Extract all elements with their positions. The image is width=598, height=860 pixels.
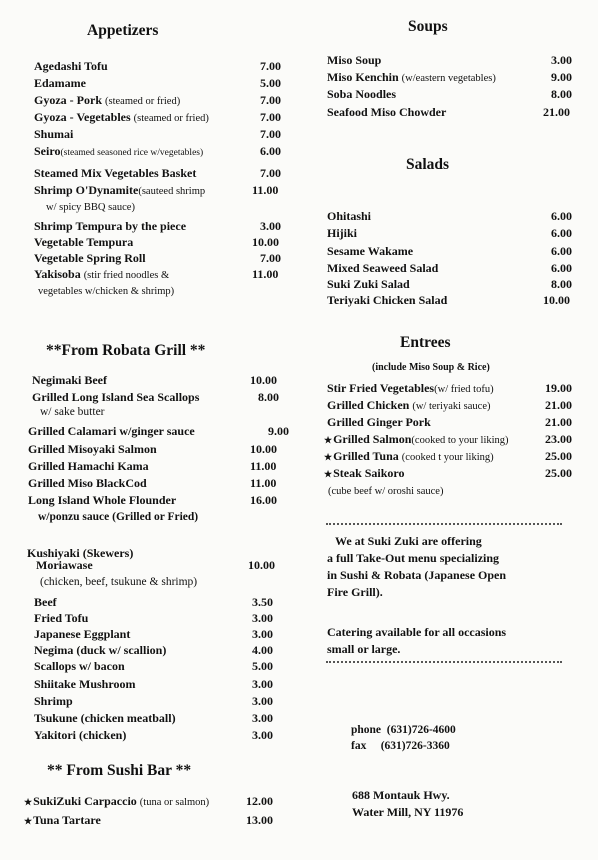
menu-item [34, 75, 284, 92]
menu-item [34, 710, 284, 727]
item-price: 16.00 [250, 493, 277, 507]
menu-item [34, 92, 284, 109]
phone-label: phone [351, 724, 382, 736]
takeout-line: Fire Grill). [327, 585, 383, 599]
item-price: 3.00 [252, 611, 273, 625]
takeout-notice [327, 533, 577, 601]
menu-item [36, 557, 286, 574]
star-icon: ★ [324, 469, 333, 479]
item-price: 7.00 [260, 59, 281, 73]
item-name: Sesame Wakame [327, 244, 414, 258]
item-note: (w/ fried tofu) [434, 384, 494, 395]
item-price: 11.00 [250, 476, 277, 490]
item-price: 10.00 [543, 293, 570, 307]
item-name: Teriyaki Chicken Salad [327, 293, 448, 307]
item-name: Vegetable Spring Roll [34, 251, 146, 265]
menu-item [24, 812, 284, 829]
menu-item [34, 642, 284, 659]
item-subnote: w/ sake butter [40, 406, 105, 418]
item-note: (w/eastern vegetables) [401, 73, 496, 84]
item-price: 8.00 [551, 277, 572, 291]
item-price: 6.00 [551, 244, 572, 258]
item-note: (w/ teriyaki sauce) [412, 401, 491, 412]
entrees-subtitle: (include Miso Soup & Rice) [372, 362, 490, 373]
menu-item [34, 182, 284, 199]
item-name: Seafood Miso Chowder [327, 105, 447, 119]
item-subnote: w/ spicy BBQ sauce) [46, 202, 135, 213]
item-note: (steamed seasoned rice w/vegetables) [60, 148, 204, 158]
item-name: Gyoza - Pork [34, 93, 102, 107]
item-price: 5.00 [260, 76, 281, 90]
item-name: Tsukune (chicken meatball) [34, 711, 176, 725]
fax-number: (631)726-3360 [380, 740, 450, 752]
menu-item [34, 165, 284, 182]
item-price: 21.00 [543, 105, 570, 119]
item-name: Soba Noodles [327, 87, 397, 101]
menu-item [28, 492, 282, 509]
menu-item [327, 292, 577, 309]
item-name: Negimaki Beef [32, 373, 107, 387]
item-name: Yakisoba [34, 267, 81, 281]
item-price: 25.00 [545, 449, 572, 463]
menu-item [34, 693, 284, 710]
item-price: 8.00 [258, 390, 279, 404]
salads-heading: Salads [406, 156, 450, 173]
menu-item [327, 243, 577, 260]
menu-item [34, 626, 284, 643]
item-price: 21.00 [545, 415, 572, 429]
menu-item [34, 676, 284, 693]
item-note: (steamed or fried) [105, 96, 181, 107]
item-name: SukiZuki Carpaccio [33, 794, 137, 808]
item-price: 3.00 [252, 694, 273, 708]
menu-item [327, 52, 577, 69]
menu-item [327, 380, 579, 397]
item-name: Grilled Salmon [333, 432, 412, 446]
item-name: Grilled Hamachi Kama [28, 459, 149, 473]
menu-item [324, 448, 579, 465]
menu-item [32, 389, 282, 406]
address-line: Water Mill, NY 11976 [352, 805, 464, 819]
menu-item [34, 610, 284, 627]
menu-item [327, 414, 579, 431]
item-price: 7.00 [260, 166, 281, 180]
divider [326, 661, 562, 663]
item-name: Stir Fried Vegetables [327, 381, 435, 395]
item-name: Scallops w/ bacon [34, 659, 125, 673]
menu-item [327, 397, 579, 414]
appetizers-heading: Appetizers [87, 22, 159, 39]
item-name: Beef [34, 595, 57, 609]
item-name: Grilled Long Island Sea Scallops [32, 390, 200, 404]
menu-item [34, 143, 284, 160]
menu-item [327, 104, 577, 121]
fax-label: fax [351, 740, 367, 752]
item-price: 8.00 [551, 87, 572, 101]
address-block [352, 787, 463, 821]
soups-heading: Soups [408, 18, 448, 35]
address-line: 688 Montauk Hwy. [352, 788, 450, 802]
menu-item [327, 225, 577, 242]
item-price: 23.00 [545, 432, 572, 446]
item-price: 3.00 [260, 219, 281, 233]
star-icon: ★ [24, 816, 33, 826]
menu-item [28, 423, 289, 440]
item-price: 25.00 [545, 466, 572, 480]
item-subnote: (cube beef w/ oroshi sauce) [328, 486, 444, 497]
menu-item [327, 208, 577, 225]
catering-line: small or large. [327, 642, 401, 656]
item-subnote: (chicken, beef, tsukune & shrimp) [40, 576, 198, 588]
item-price: 6.00 [260, 144, 281, 158]
item-subnote: vegetables w/chicken & shrimp) [38, 286, 175, 297]
item-price: 9.00 [268, 424, 289, 438]
item-note: (tuna or salmon) [139, 797, 210, 808]
item-price: 3.00 [252, 711, 273, 725]
item-subnote: w/ponzu sauce (Grilled or Fried) [38, 511, 199, 523]
item-note: (stir fried noodles & [83, 270, 170, 281]
star-icon: ★ [24, 797, 33, 807]
menu-item [327, 69, 577, 86]
menu-item [34, 58, 284, 75]
kushiyaki-heading: Kushiyaki (Skewers) [27, 546, 134, 560]
menu-item [34, 109, 284, 126]
item-price: 6.00 [551, 209, 572, 223]
item-name: Grilled Misoyaki Salmon [28, 442, 157, 456]
menu-item [327, 276, 577, 293]
item-price: 3.00 [252, 677, 273, 691]
menu-item [28, 458, 282, 475]
item-name: Tuna Tartare [33, 813, 101, 827]
item-name: Edamame [34, 76, 86, 90]
menu-item [327, 260, 577, 277]
menu-item [28, 441, 282, 458]
item-name: Mixed Seaweed Salad [327, 261, 439, 275]
item-price: 11.00 [250, 459, 277, 473]
item-name: Shrimp Tempura by the piece [34, 219, 187, 233]
item-price: 5.00 [252, 659, 273, 673]
menu-item [34, 727, 284, 744]
item-name: Agedashi Tofu [34, 59, 108, 73]
item-note: (sauteed shrimp [138, 186, 206, 197]
item-name: Hijiki [327, 226, 358, 240]
item-price: 10.00 [248, 558, 275, 572]
item-note: (steamed or fried) [133, 113, 209, 124]
item-name: Steak Saikoro [333, 466, 405, 480]
item-price: 11.00 [252, 267, 279, 281]
item-price: 11.00 [252, 183, 279, 197]
item-price: 6.00 [551, 226, 572, 240]
item-name: Vegetable Tempura [34, 235, 134, 249]
menu-item [327, 86, 577, 103]
item-price: 7.00 [260, 251, 281, 265]
menu-item [34, 218, 284, 235]
item-name: Miso Kenchin [327, 70, 399, 84]
item-name: Steamed Mix Vegetables Basket [34, 166, 197, 180]
item-note: (cooked t your liking) [401, 452, 494, 463]
item-price: 7.00 [260, 93, 281, 107]
takeout-line: We at Suki Zuki are offering [335, 534, 482, 548]
item-price: 3.50 [252, 595, 273, 609]
item-name: Miso Soup [327, 53, 382, 67]
item-name: Moriawase [36, 558, 93, 572]
item-name: Shiitake Mushroom [34, 677, 136, 691]
item-price: 12.00 [246, 794, 273, 808]
item-name: Gyoza - Vegetables [34, 110, 131, 124]
item-price: 3.00 [252, 728, 273, 742]
item-price: 21.00 [545, 398, 572, 412]
item-price: 6.00 [551, 261, 572, 275]
phone-number: (631)726-4600 [386, 724, 456, 736]
item-price: 10.00 [250, 373, 277, 387]
menu-item [24, 793, 284, 810]
item-price: 13.00 [246, 813, 273, 827]
item-name: Seiro [34, 144, 61, 158]
menu-item [34, 658, 284, 675]
menu-item [34, 234, 284, 251]
menu-item [28, 475, 282, 492]
catering-notice [327, 624, 577, 658]
item-name: Grilled Ginger Pork [327, 415, 431, 429]
item-name: Fried Tofu [34, 611, 89, 625]
item-price: 10.00 [252, 235, 279, 249]
item-price: 4.00 [252, 643, 273, 657]
menu-item [38, 509, 278, 526]
item-name: Grilled Tuna [333, 449, 399, 463]
item-price: 19.00 [545, 381, 572, 395]
item-price: 7.00 [260, 127, 281, 141]
item-name: Shrimp O'Dynamite [34, 183, 139, 197]
item-note: (cooked to your liking) [411, 435, 509, 446]
item-name: Japanese Eggplant [34, 627, 131, 641]
menu-item [34, 266, 284, 283]
item-name: Grilled Calamari w/ginger sauce [28, 424, 195, 438]
entrees-heading: Entrees [400, 334, 451, 351]
item-name: Shumai [34, 127, 74, 141]
star-icon: ★ [324, 435, 333, 445]
item-name: Suki Zuki Salad [327, 277, 410, 291]
item-price: 7.00 [260, 110, 281, 124]
item-name: Yakitori (chicken) [34, 728, 127, 742]
menu-item [34, 594, 284, 611]
menu-item [324, 465, 579, 482]
menu-item [324, 431, 579, 448]
item-name: Ohitashi [327, 209, 372, 223]
item-price: 10.00 [250, 442, 277, 456]
item-price: 3.00 [252, 627, 273, 641]
item-name: Long Island Whole Flounder [28, 493, 177, 507]
contact-block [351, 722, 456, 754]
menu-item [32, 372, 282, 389]
item-name: Grilled Miso BlackCod [28, 476, 147, 490]
item-price: 9.00 [551, 70, 572, 84]
takeout-line: a full Take-Out menu specializing [327, 551, 500, 565]
catering-line: Catering available for all occasions [327, 625, 507, 639]
sushi-bar-heading: ** From Sushi Bar ** [47, 762, 192, 779]
star-icon: ★ [324, 452, 333, 462]
item-name: Negima (duck w/ scallion) [34, 643, 167, 657]
item-name: Grilled Chicken [327, 398, 410, 412]
menu-item [34, 126, 284, 143]
robata-heading: **From Robata Grill ** [46, 342, 206, 359]
item-price: 3.00 [551, 53, 572, 67]
takeout-line: in Sushi & Robata (Japanese Open [327, 568, 507, 582]
menu-item [34, 250, 284, 267]
divider [326, 523, 562, 527]
item-name: Shrimp [34, 694, 73, 708]
